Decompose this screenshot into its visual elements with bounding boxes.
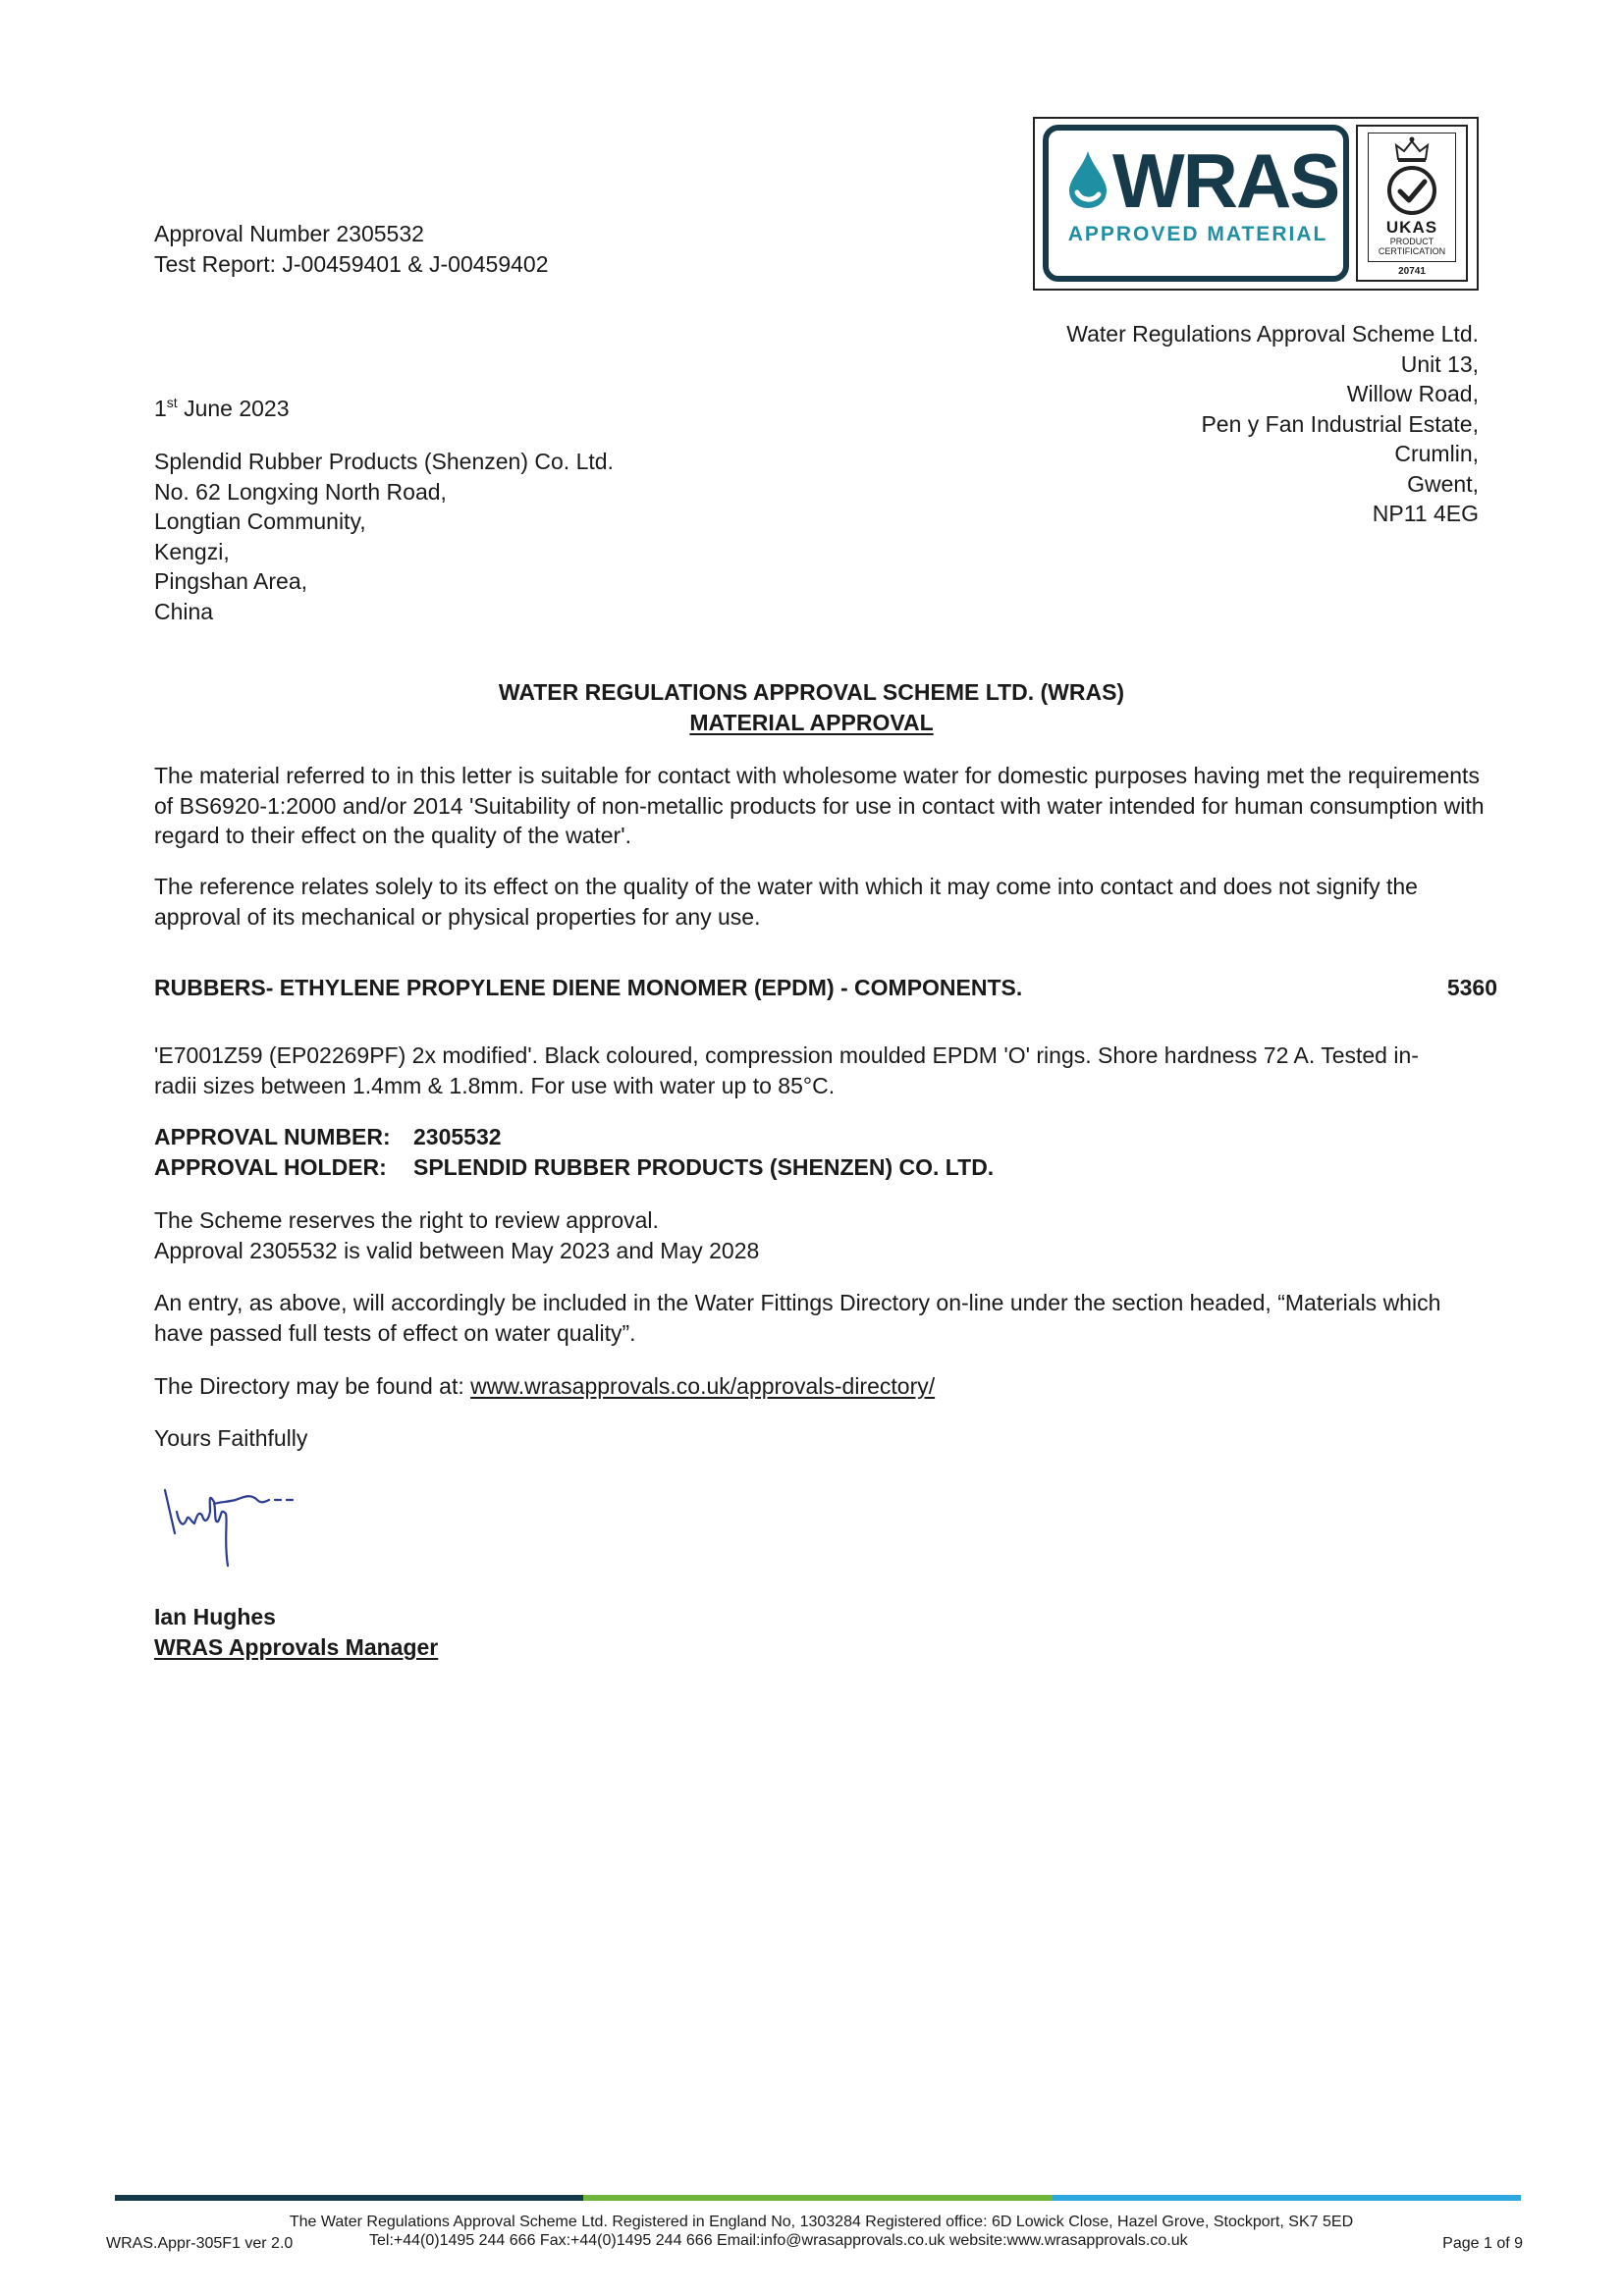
scope-paragraph: The reference relates solely to its effect on the quality of the water with which it may come into contact and does not signify the approval of its mechanical or physical properties for any use.	[154, 874, 1418, 930]
test-report-line: Test Report: J-00459401 & J-00459402	[154, 251, 549, 277]
approval-holder-label: APPROVAL HOLDER:	[154, 1154, 387, 1180]
footer-bar-navy	[115, 2195, 583, 2201]
sender-line: Crumlin,	[1394, 441, 1479, 466]
sender-line: NP11 4EG	[1372, 501, 1479, 526]
suitability-paragraph: The material referred to in this letter is suitable for contact with wholesome water for domestic purposes having met the requirements of BS6920-1:2000 and/or 2014 'Suitability of non-metallic products for use in contact with water intended for human consumption with regard to their effect on the quality of the water'.	[154, 763, 1485, 848]
footer-color-bar	[115, 2195, 1521, 2201]
footer-registration: The Water Regulations Approval Scheme Ltd. Registered in England No, 1303284 Registered office: 6D Lowick Close, Hazel Grove, Stockport, SK7 5ED	[289, 2214, 1354, 2230]
sender-line: Willow Road,	[1346, 381, 1479, 406]
footer-form-ref: WRAS.Appr-305F1 ver 2.0	[106, 2235, 294, 2252]
material-category: RUBBERS- ETHYLENE PROPYLENE DIENE MONOMER (EPDM) - COMPONENTS.	[154, 975, 1023, 1000]
recipient-line: China	[154, 598, 214, 624]
approval-holder-value: SPLENDID RUBBER PRODUCTS (SHENZEN) CO. LTD.	[413, 1154, 995, 1180]
directory-line	[154, 1371, 935, 1402]
footer-bar-green	[583, 2195, 1052, 2201]
ukas-number: 20741	[1398, 266, 1426, 277]
water-drop-icon	[1065, 149, 1110, 210]
ukas-product-text: PRODUCT	[1389, 237, 1434, 246]
sender-address	[1066, 319, 1479, 529]
letter-date	[154, 394, 290, 424]
date-suffix: st	[166, 395, 178, 410]
ukas-certification-text: CERTIFICATION	[1378, 246, 1446, 256]
approval-number-label: APPROVAL NUMBER:	[154, 1124, 391, 1149]
recipient-line: No. 62 Longxing North Road,	[154, 478, 447, 505]
sender-line: Pen y Fan Industrial Estate,	[1201, 410, 1479, 437]
recipient-line: Splendid Rubber Products (Shenzen) Co. Ltd.	[154, 449, 614, 474]
approved-material-label: APPROVED MATERIAL	[1067, 223, 1328, 245]
recipient-line: Longtian Community,	[154, 508, 366, 534]
material-description: 'E7001Z59 (EP02269PF) 2x modified'. Black coloured, compression moulded EPDM 'O' rings. Shore hardness 72 A. Tested in-radii sizes between 1.4mm & 1.8mm. For use with water up to 85°C.	[154, 1042, 1419, 1098]
validity-statement: Approval 2305532 is valid between May 2023 and May 2028	[154, 1238, 760, 1263]
sender-line: Gwent,	[1407, 470, 1479, 497]
directory-entry-paragraph: An entry, as above, will accordingly be included in the Water Fittings Directory on-line under the section headed, “Materials which have passed full tests of effect on water quality”.	[154, 1290, 1441, 1346]
sender-line: Water Regulations Approval Scheme Ltd.	[1066, 321, 1479, 347]
review-statement: The Scheme reserves the right to review approval.	[154, 1207, 659, 1233]
approval-number-line: Approval Number 2305532	[154, 221, 424, 246]
recipient-address	[154, 447, 614, 626]
date-month-year: June 2023	[177, 396, 290, 421]
recipient-line: Kengzi,	[154, 538, 230, 564]
crown-icon	[1392, 135, 1432, 163]
document-title: WATER REGULATIONS APPROVAL SCHEME LTD. (WRAS)	[498, 679, 1125, 705]
ukas-wordmark: UKAS	[1385, 218, 1438, 237]
footer-contact: Tel:+44(0)1495 244 666 Fax:+44(0)1495 244 666 Email:info@wrasapprovals.co.uk website:www.wrasapprovals.co.uk	[369, 2232, 1188, 2249]
sender-line: Unit 13,	[1400, 350, 1479, 377]
ukas-certification-label	[1368, 237, 1456, 256]
approval-number-value: 2305532	[413, 1124, 502, 1149]
directory-prefix: The Directory may be found at:	[154, 1373, 471, 1399]
handwritten-signature	[157, 1472, 314, 1575]
directory-link[interactable]: www.wrasapprovals.co.uk/approvals-directory/	[470, 1373, 936, 1399]
closing-salutation: Yours Faithfully	[154, 1425, 308, 1451]
wras-wordmark: WRAS	[1112, 137, 1339, 224]
recipient-line: Pingshan Area,	[154, 568, 308, 594]
checkmark-icon	[1385, 164, 1438, 217]
date-day: 1	[154, 396, 167, 421]
document-subtitle	[0, 708, 1623, 738]
signatory-title-text: WRAS Approvals Manager	[154, 1634, 439, 1660]
footer-bar-blue	[1053, 2195, 1521, 2201]
category-code: 5360	[1446, 975, 1497, 1000]
signatory-title	[154, 1632, 438, 1663]
signatory-name: Ian Hughes	[154, 1604, 276, 1629]
page-number: Page 1 of 9	[1442, 2235, 1523, 2252]
material-approval-heading: MATERIAL APPROVAL	[689, 710, 934, 735]
